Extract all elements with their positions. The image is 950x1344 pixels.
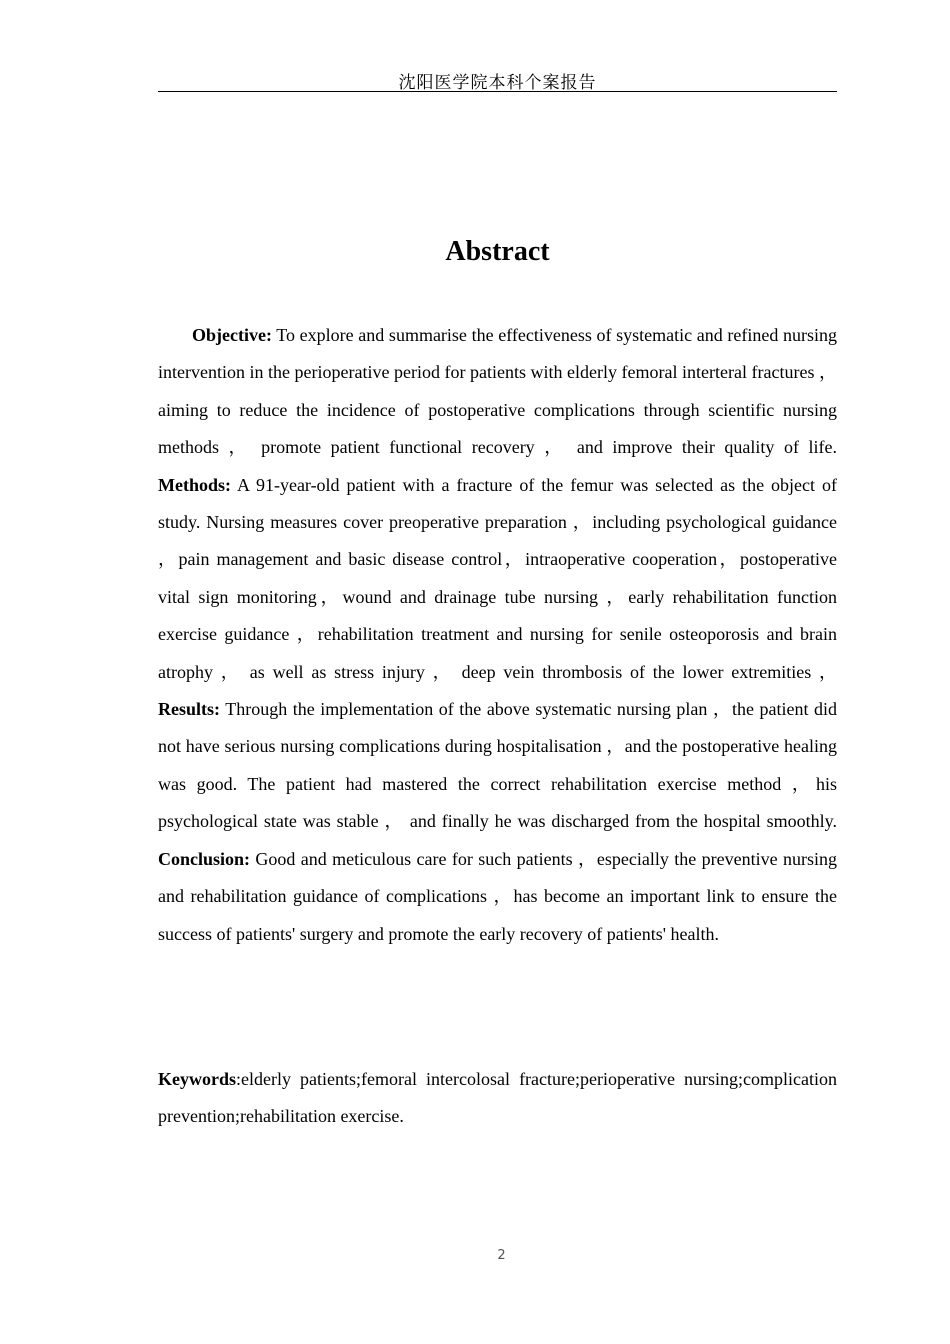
methods-text: A 91-year-old patient with a fracture of the femur was selected as the object of study. Nursing measures cover preoperative preparation ，including psychological guidance ，pain management and basic disease control，intraoperative cooperation，postoperative vital sign monitoring，wound and drainage tube nursing ，early rehabilitation function exercise guidance ，rehabilitation treatment and nursing for senile osteoporosis and brain atrophy ， as well as stress injury ， deep vein thrombosis of the lower extremities ，: [158, 474, 837, 682]
objective-text: To explore and summarise the effectiveness of systematic and refined nursing intervention in the perioperative period for patients with elderly femoral interteral fractures ， aiming to reduce the incidence of postoperative complications through scientific nursing methods ， promote patient functional recovery ， and improve their quality of life.: [158, 325, 837, 458]
keywords-text: :elderly patients;femoral intercolosal fracture;perioperative nursing;complication prevention;rehabilitation exercise.: [158, 1069, 837, 1127]
page-number: 2: [497, 1248, 506, 1263]
keywords-label: Keywords: [158, 1069, 236, 1089]
results-text: Through the implementation of the above systematic nursing plan ，the patient did not have serious nursing complications during hospitalisation ，and the postoperative healing was good. The patient had mastered the correct rehabilitation exercise method ，his psychological state was stable ， and finally he was discharged from the hospital smoothly.: [158, 699, 837, 832]
abstract-title: Abstract: [445, 236, 550, 267]
header-rule: [158, 91, 837, 92]
results-label: Results:: [158, 699, 220, 720]
methods-label: Methods:: [158, 474, 231, 495]
page-header: 沈阳医学院本科个案报告: [398, 73, 597, 93]
objective-label: Objective:: [192, 325, 272, 345]
conclusion-label: Conclusion:: [158, 848, 251, 869]
conclusion-text: Good and meticulous care for such patients ，especially the preventive nursing and rehabilitation guidance of complications ，has become an important link to ensure the success of patients' surgery and promote the early recovery of patients' health.: [158, 848, 837, 944]
keywords-paragraph: [158, 1061, 837, 1136]
abstract-body: [158, 317, 837, 953]
